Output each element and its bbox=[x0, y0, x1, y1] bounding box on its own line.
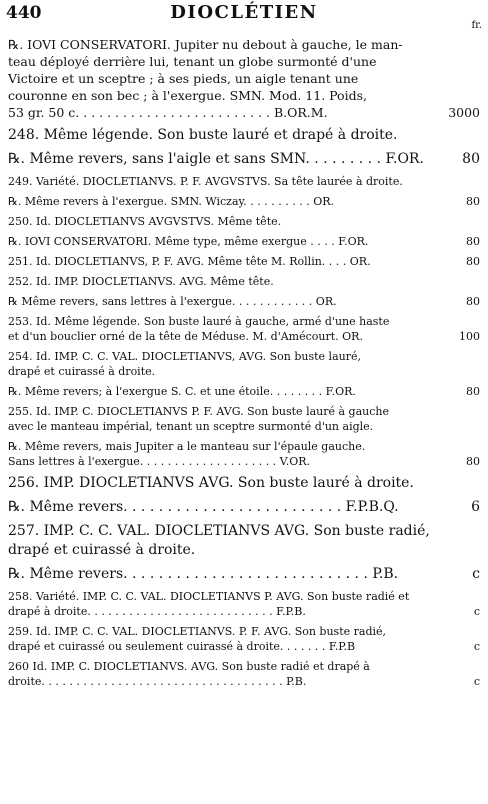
catalog-entry bbox=[8, 522, 480, 560]
entry-text-line: 257. IMP. C. C. VAL. DIOCLETIANVS AVG. Son buste radié, bbox=[8, 523, 430, 539]
entry-final-row bbox=[8, 214, 480, 229]
edge-mark: fr. bbox=[471, 20, 482, 31]
entry-final-row bbox=[8, 150, 480, 169]
catalog-entry bbox=[8, 234, 480, 249]
entry-text-line: couronne en son bec ; à l'exergue. SMN. Mod. 11. Poids, bbox=[8, 88, 367, 103]
entry-final-text: 251. Id. DIOCLETIANVS, P. F. AVG. Même tête M. Rollin. . . . OR. bbox=[8, 255, 371, 268]
entry-final-row bbox=[8, 254, 480, 269]
entry-text-line: 258. Variété. IMP. C. C. VAL. DIOCLETIANVS P. AVG. Son buste radié et bbox=[8, 590, 410, 603]
entry-final-row bbox=[8, 274, 480, 289]
catalog-entry bbox=[8, 150, 480, 169]
catalog-entry bbox=[8, 474, 480, 493]
page-title: DIOCLÉTIEN bbox=[170, 2, 318, 23]
page-number: 440 bbox=[6, 3, 42, 23]
entry-final-row bbox=[8, 329, 480, 344]
catalog-entry bbox=[8, 349, 480, 379]
entry-final-row bbox=[8, 674, 480, 689]
entry-final-text: ℞. Même revers. . . . . . . . . . . . . . . . . . . . . . . . . . . . P.B. bbox=[8, 566, 399, 582]
entry-text-line: 254. Id. IMP. C. C. VAL. DIOCLETIANVS, AVG. Son buste lauré, bbox=[8, 350, 361, 363]
catalog-entry bbox=[8, 439, 480, 469]
entry-final-row bbox=[8, 194, 480, 209]
catalog-entry bbox=[8, 314, 480, 344]
entry-final-text: ℞. Même revers. . . . . . . . . . . . . . . . . . . . . . . . . F.P.B.Q. bbox=[8, 499, 399, 515]
entry-final-row bbox=[8, 104, 480, 121]
catalog-entry bbox=[8, 294, 480, 309]
entry-final-text: 250. Id. DIOCLETIANVS AVGVSTVS. Même tête. bbox=[8, 215, 282, 228]
catalog-entry bbox=[8, 589, 480, 619]
catalog-entry bbox=[8, 194, 480, 209]
entry-price: c bbox=[473, 675, 480, 688]
entry-text-line: ℞. IOVI CONSERVATORI. Jupiter nu debout à gauche, le man- bbox=[8, 37, 403, 52]
entry-final-text: et d'un bouclier orné de la tête de Méduse. M. d'Amécourt. OR. bbox=[8, 330, 363, 343]
entry-text-line: ℞. Même revers, mais Jupiter a le manteau sur l'épaule gauche. bbox=[8, 440, 366, 453]
entry-final-row bbox=[8, 454, 480, 469]
entry-price: 80 bbox=[466, 235, 480, 248]
entry-final-text: Sans lettres à l'exergue. . . . . . . . . . . . . . . . . . . . V.OR. bbox=[8, 455, 310, 468]
entry-price: c bbox=[473, 640, 480, 653]
entry-final-row bbox=[8, 639, 480, 654]
catalog-entry bbox=[8, 565, 480, 584]
entry-final-row bbox=[8, 474, 480, 493]
entry-price: 80 bbox=[466, 255, 480, 268]
entry-price: c bbox=[473, 605, 480, 618]
entry-final-row bbox=[8, 419, 480, 434]
entry-final-text: drapé et cuirassé à droite. bbox=[8, 542, 196, 558]
entry-price: c bbox=[472, 566, 480, 582]
catalog-entry bbox=[8, 384, 480, 399]
entry-text-line: Victoire et un sceptre ; à ses pieds, un aigle tenant une bbox=[8, 71, 359, 86]
entry-final-text: ℞. Même revers, sans l'aigle et sans SMN. . . . . . . . . F.OR. bbox=[8, 151, 424, 167]
entry-final-text: drapé et cuirassé à droite. bbox=[8, 365, 156, 378]
catalog-entry bbox=[8, 274, 480, 289]
entry-final-text: 256. IMP. DIOCLETIANVS AVG. Son buste lauré à droite. bbox=[8, 475, 414, 491]
entry-final-text: ℞ Même revers, sans lettres à l'exergue. . . . . . . . . . . . OR. bbox=[8, 295, 337, 308]
entry-final-row bbox=[8, 384, 480, 399]
entry-price: 80 bbox=[466, 455, 480, 468]
catalog-entry bbox=[8, 126, 480, 145]
entry-text-line: 255. Id. IMP. C. DIOCLETIANVS P. F. AVG. Son buste lauré à gauche bbox=[8, 405, 389, 418]
entry-final-text: 248. Même légende. Son buste lauré et drapé à droite. bbox=[8, 127, 398, 143]
entry-final-text: ℞. IOVI CONSERVATORI. Même type, même exergue . . . . F.OR. bbox=[8, 235, 369, 248]
catalog-entry bbox=[8, 659, 480, 689]
entry-price: 80 bbox=[466, 195, 480, 208]
entry-price: 3000 bbox=[448, 105, 480, 120]
catalog-entry bbox=[8, 624, 480, 654]
entry-price: 100 bbox=[459, 330, 480, 343]
catalog-entry bbox=[8, 404, 480, 434]
entry-price: 80 bbox=[462, 151, 480, 167]
entry-price: 6 bbox=[471, 499, 480, 515]
catalog-entry bbox=[8, 174, 480, 189]
entry-final-text: 53 gr. 50 c. . . . . . . . . . . . . . . . . . . . . . . . . B.OR.M. bbox=[8, 105, 328, 120]
entry-final-row bbox=[8, 364, 480, 379]
entry-text-line: 259. Id. IMP. C. C. VAL. DIOCLETIANVS. P. F. AVG. Son buste radié, bbox=[8, 625, 387, 638]
entry-final-row bbox=[8, 294, 480, 309]
entry-price: 80 bbox=[466, 385, 480, 398]
entry-final-text: 249. Variété. DIOCLETIANVS. P. F. AVGVSTVS. Sa tête laurée à droite. bbox=[8, 175, 403, 188]
catalog-entry bbox=[8, 214, 480, 229]
entry-final-text: ℞. Même revers; à l'exergue S. C. et une étoile. . . . . . . . F.OR. bbox=[8, 385, 356, 398]
entry-final-row bbox=[8, 565, 480, 584]
entry-final-row bbox=[8, 604, 480, 619]
entry-final-text: droite. . . . . . . . . . . . . . . . . . . . . . . . . . . . . . . . . . . P.B. bbox=[8, 675, 307, 688]
entry-final-row bbox=[8, 541, 480, 560]
entry-text-line: 253. Id. Même légende. Son buste lauré à gauche, armé d'une haste bbox=[8, 315, 390, 328]
entry-final-text: avec le manteau impérial, tenant un sceptre surmonté d'un aigle. bbox=[8, 420, 374, 433]
catalog-entry bbox=[8, 254, 480, 269]
entry-final-row bbox=[8, 126, 480, 145]
entry-text-line: 260 Id. IMP. C. DIOCLETIANVS. AVG. Son buste radié et drapé à bbox=[8, 660, 370, 673]
catalog-entry bbox=[8, 498, 480, 517]
coin-entries-list bbox=[8, 36, 480, 694]
entry-final-text: 252. Id. IMP. DIOCLETIANVS. AVG. Même tête. bbox=[8, 275, 274, 288]
entry-final-text: drapé à droite. . . . . . . . . . . . . . . . . . . . . . . . . . . F.P.B. bbox=[8, 605, 306, 618]
entry-price: 80 bbox=[466, 295, 480, 308]
entry-final-row bbox=[8, 174, 480, 189]
entry-final-text: ℞. Même revers à l'exergue. SMN. Wiczay. . . . . . . . . . OR. bbox=[8, 195, 335, 208]
entry-final-row bbox=[8, 498, 480, 517]
entry-final-text: drapé et cuirassé ou seulement cuirassé à droite. . . . . . . F.P.B bbox=[8, 640, 356, 653]
catalog-entry bbox=[8, 36, 480, 121]
entry-text-line: teau déployé derrière lui, tenant un globe surmonté d'une bbox=[8, 54, 377, 69]
entry-final-row bbox=[8, 234, 480, 249]
